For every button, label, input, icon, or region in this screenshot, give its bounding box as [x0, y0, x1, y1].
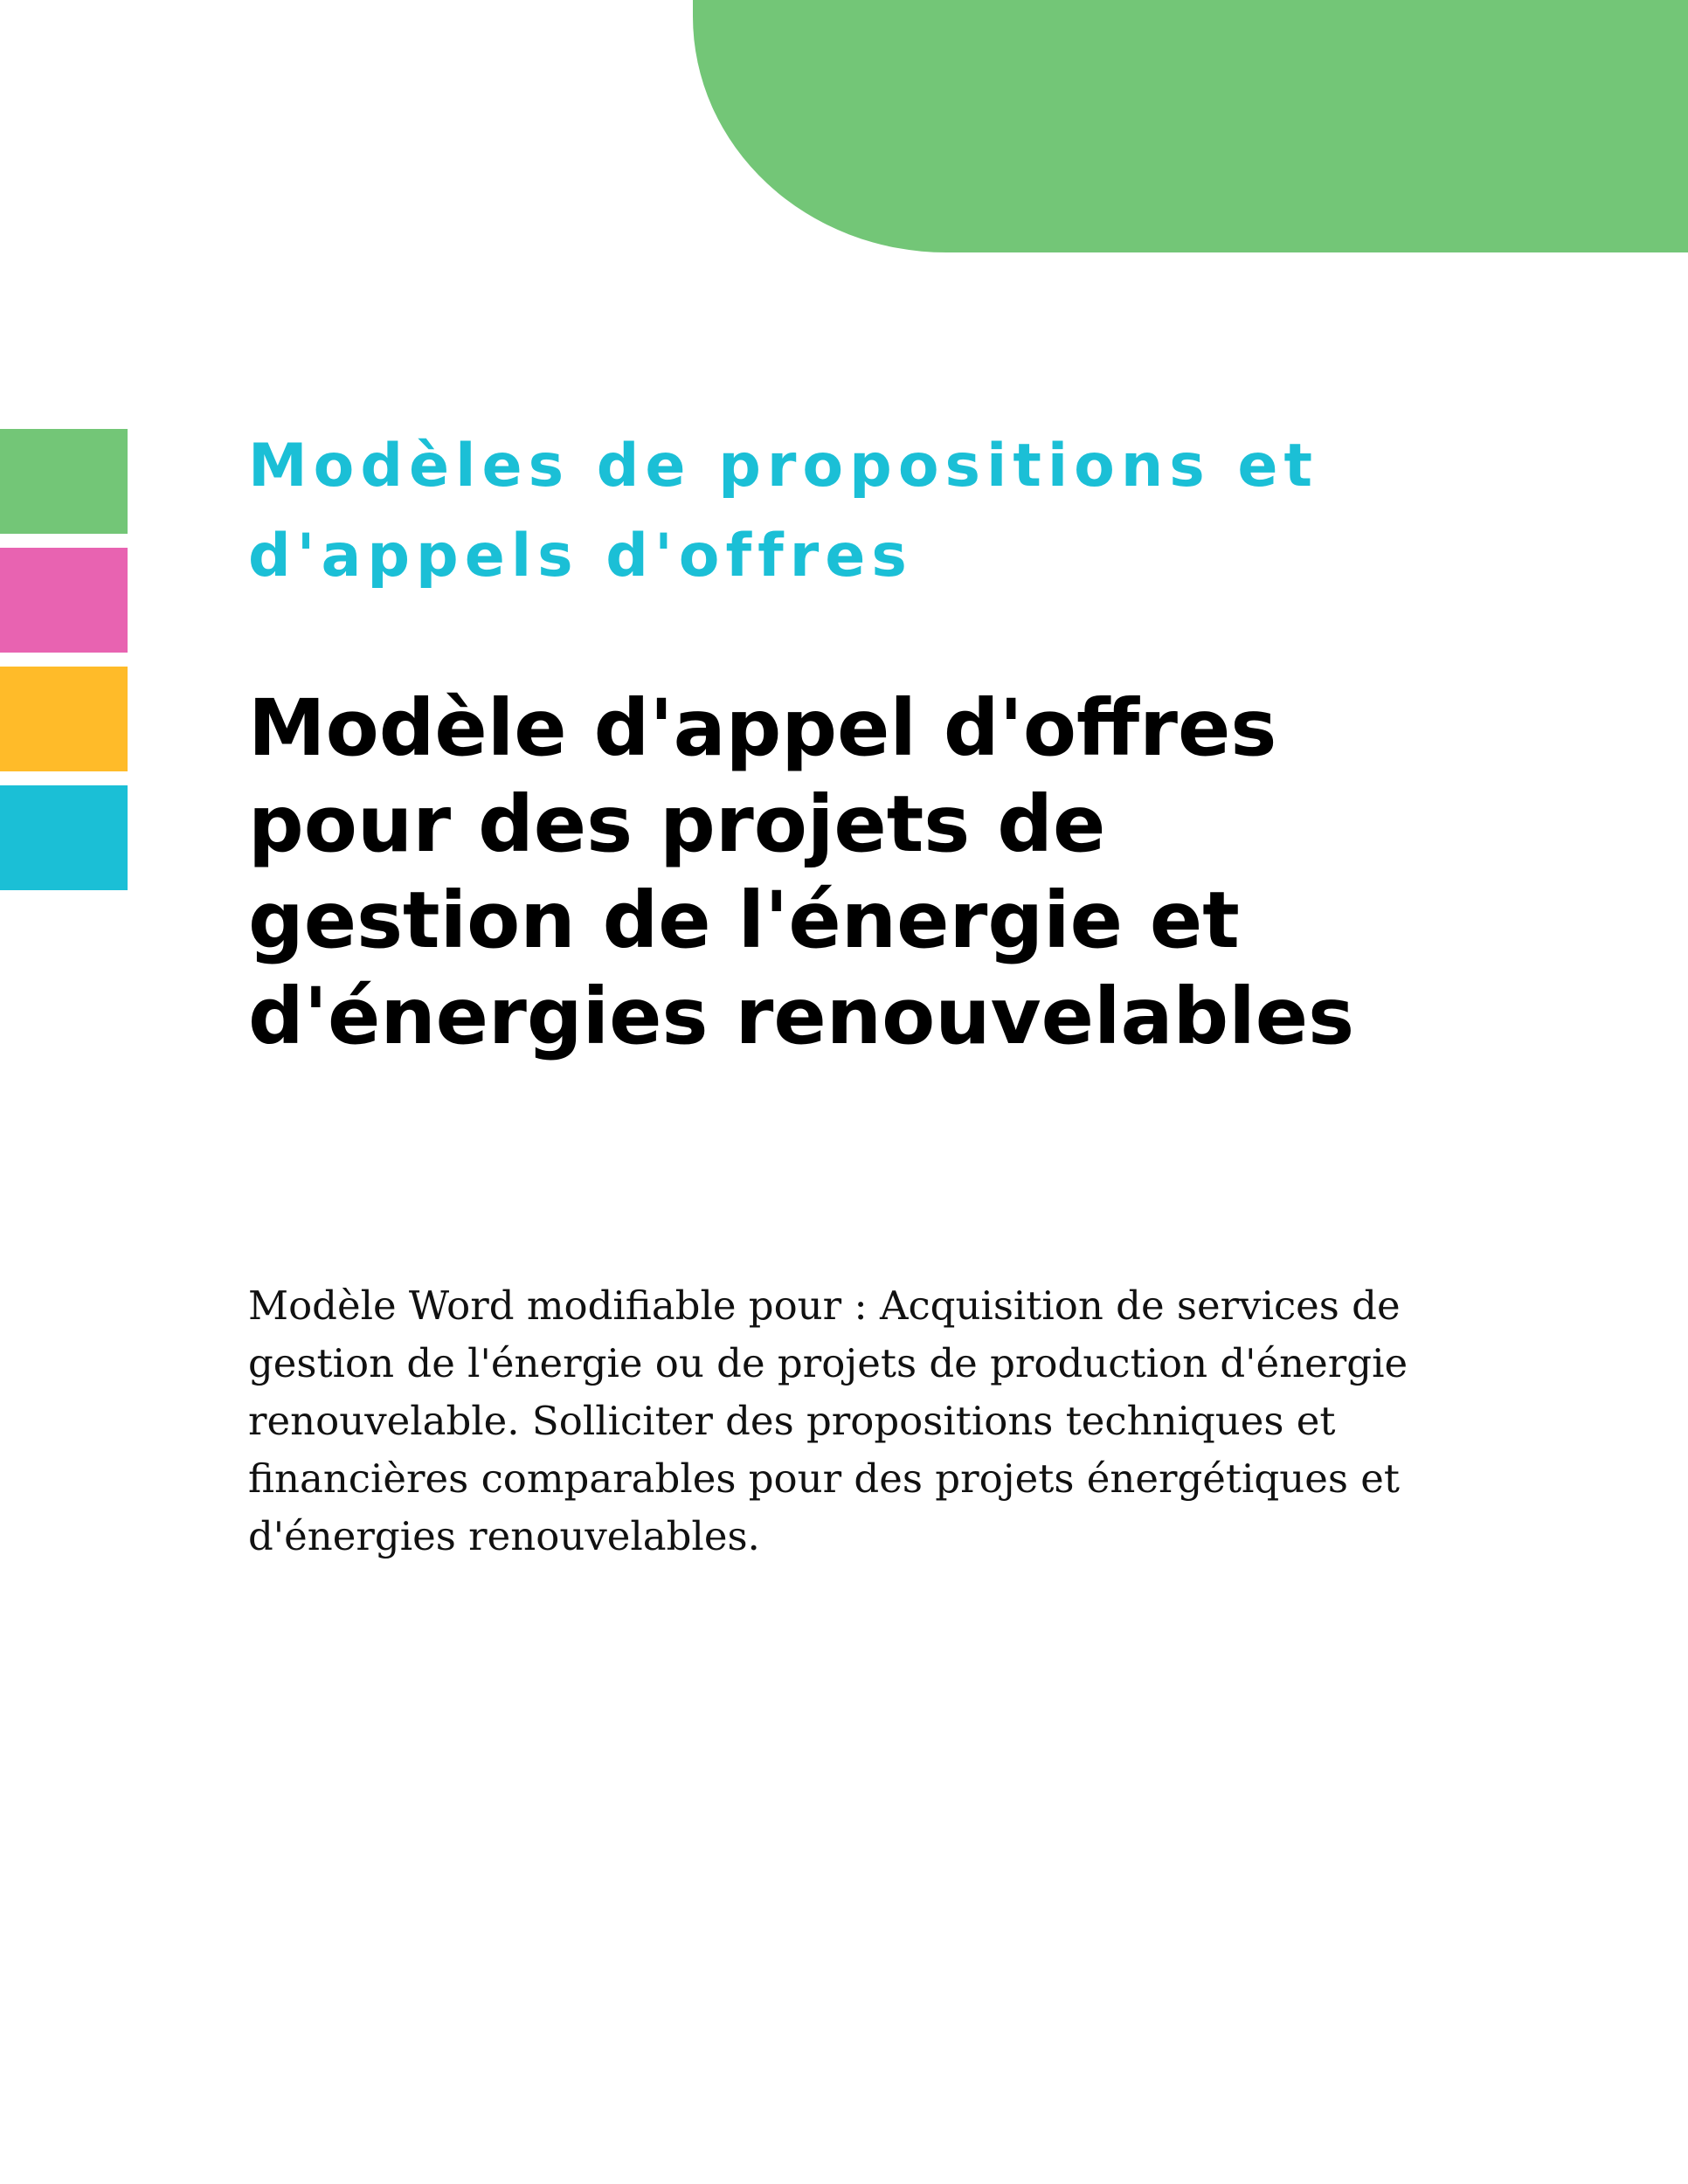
description-line: Modèle Word modifiable pour : Acquisition de services de: [248, 1282, 1401, 1329]
title-line: d'énergies renouvelables: [248, 971, 1355, 1061]
title-line: pour des projets de: [248, 778, 1106, 869]
category-line: d'appels d'offres: [248, 522, 913, 591]
decorative-corner-shape: [693, 0, 1688, 252]
category-line: Modèles de propositions et: [248, 432, 1319, 501]
page-title: [248, 680, 1646, 1064]
title-line: gestion de l'énergie et: [248, 874, 1240, 965]
description-line: d'énergies renouvelables.: [248, 1513, 760, 1559]
description-line: renouvelable. Solliciter des propositions techniques et: [248, 1398, 1336, 1444]
description-line: financières comparables pour des projets énergétiques et: [248, 1455, 1400, 1502]
category-heading: [248, 421, 1471, 601]
color-swatch-yellow: [0, 667, 128, 771]
title-line: Modèle d'appel d'offres: [248, 682, 1277, 773]
description-line: gestion de l'énergie ou de projets de production d'énergie: [248, 1340, 1408, 1386]
color-swatch-cyan: [0, 785, 128, 890]
color-swatch-green: [0, 429, 128, 534]
color-swatch-pink: [0, 548, 128, 653]
description-paragraph: [248, 1277, 1576, 1565]
